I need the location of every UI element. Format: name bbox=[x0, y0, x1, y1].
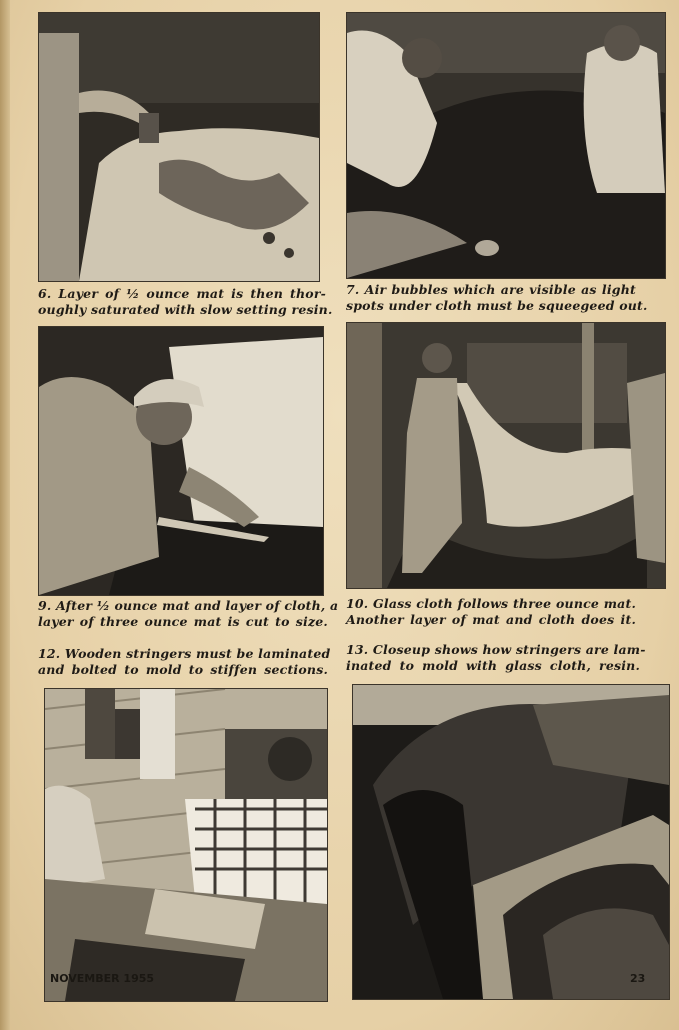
photo-resin-saturation bbox=[38, 12, 320, 282]
issue-date: NOVEMBER 1955 bbox=[50, 972, 155, 985]
caption-7: 7. Air bubbles which are visible as light spots under cloth must be squeegeed out. bbox=[346, 282, 648, 313]
photo-stringer-closeup bbox=[352, 684, 670, 1000]
page-number: 23 bbox=[630, 972, 646, 985]
page-binding-edge bbox=[0, 0, 10, 1030]
photo-cutting-mat bbox=[38, 326, 324, 596]
caption-9: 9. After ½ ounce mat and layer of cloth, a layer of three ounce mat is cut to size. bbox=[38, 598, 339, 629]
caption-10: 10. Glass cloth follows three ounce mat. Another layer of mat and cloth does it. bbox=[346, 596, 636, 627]
photo-squeegee-bubbles bbox=[346, 12, 666, 279]
caption-6: 6. Layer of ½ ounce mat is then thor- oughly saturated with slow setting resin. bbox=[38, 286, 333, 317]
photo-wooden-stringers bbox=[44, 688, 328, 1002]
caption-12: 12. Wooden stringers must be laminated and bolted to mold to stiffen sections. bbox=[38, 646, 331, 677]
caption-13: 13. Closeup shows how stringers are lam- inated to mold with glass cloth, resin. bbox=[346, 642, 646, 673]
photo-glass-cloth bbox=[346, 322, 666, 589]
